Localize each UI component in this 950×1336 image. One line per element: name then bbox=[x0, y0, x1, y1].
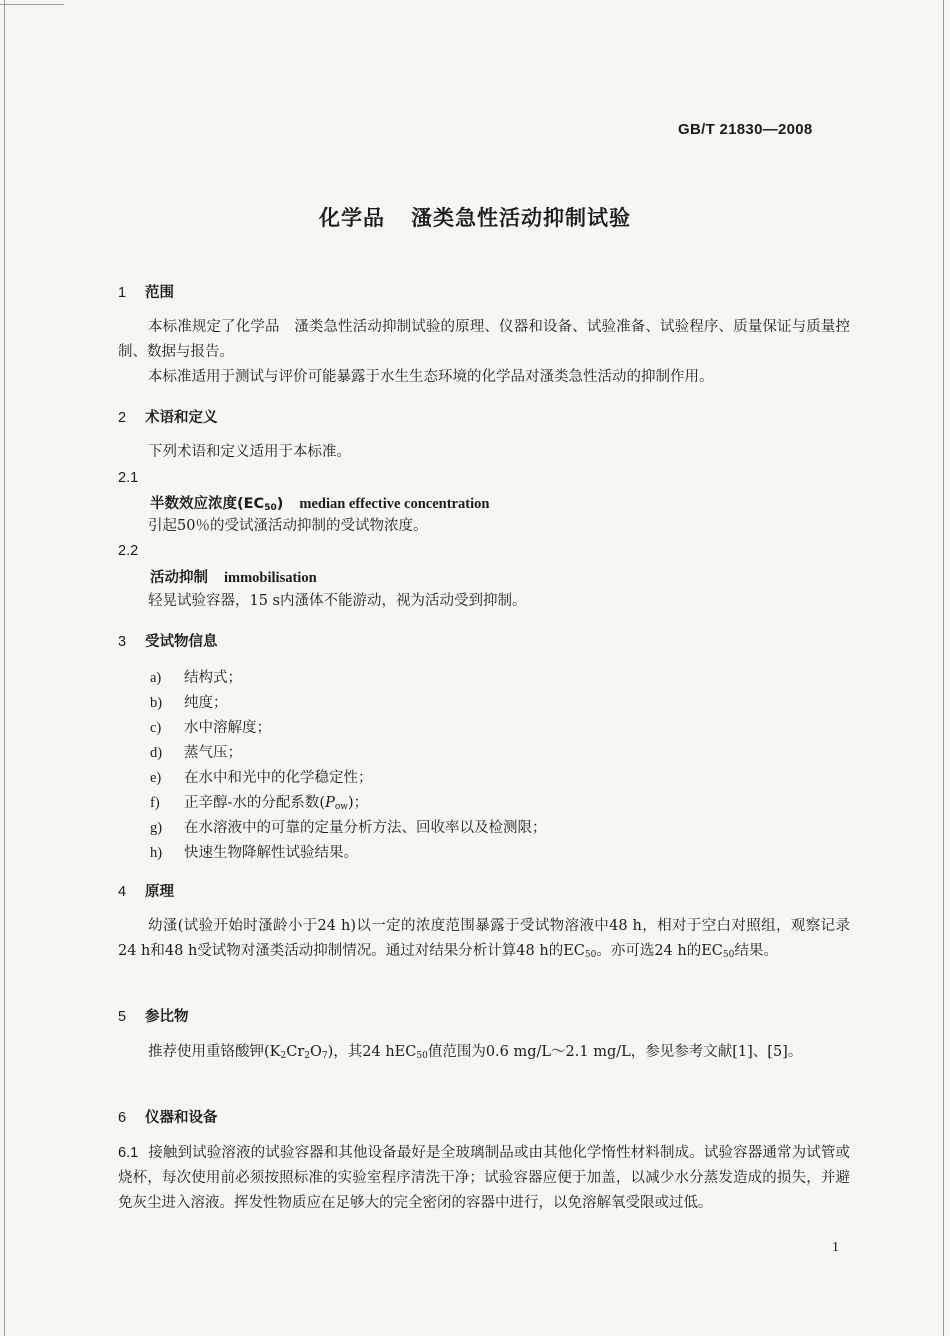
clause-6-1-text: 接触到试验溶液的试验容器和其他设备最好是全玻璃制品或由其他化学惰性材料制成。试验容器通常为试管或烧杯，每次使用前必须按照标准的实验室程序清洗干净；试验容器应便于加盖，以减少水分蒸发造成的损失，并避免灰尘进入溶液。挥发性物质应在足够大的完全密闭的容器中进行，以免溶解氧受限或过低。 bbox=[118, 1145, 850, 1211]
scan-border-top bbox=[0, 4, 64, 5]
term-2-2-definition: 轻晃试验容器，15 s内溞体不能游动，视为活动受到抑制。 bbox=[148, 593, 527, 609]
list-item: d) 蒸气压； bbox=[150, 745, 242, 761]
page-number: 1 bbox=[832, 1240, 839, 1255]
term-2-1-definition: 引起50％的受试溞活动抑制的受试物浓度。 bbox=[148, 518, 428, 534]
section-1-heading: 1 范围 bbox=[118, 285, 174, 301]
term-2-1 bbox=[150, 492, 489, 513]
clause-6-1 bbox=[118, 1141, 850, 1216]
title-part-1: 化学品 bbox=[319, 206, 385, 230]
section-3-heading: 3 受试物信息 bbox=[118, 634, 218, 650]
clause-6-1-number: 6.1 bbox=[118, 1145, 139, 1161]
section-1-paragraph-2: 本标准适用于测试与评价可能暴露于水生生态环境的化学品对溞类急性活动的抑制作用。 bbox=[148, 369, 714, 385]
scan-border-right bbox=[943, 0, 944, 1336]
title-part-2: 溞类急性活动抑制试验 bbox=[411, 206, 631, 230]
list-item: c) 水中溶解度； bbox=[150, 720, 271, 736]
term-2-2-number: 2.2 bbox=[118, 543, 139, 559]
scan-border-left bbox=[4, 0, 5, 1336]
section-6-heading: 6 仪器和设备 bbox=[118, 1110, 218, 1126]
section-4-paragraph: 幼溞(试验开始时溞龄小于24 h)以一定的浓度范围暴露于受试物溶液中48 h，相对于空白对照组，观察记录24 h和48 h受试物对溞类活动抑制情况。通过对结果分析计算48 h的$EC_{50}$。亦可选24 h的$EC_{50}$结果。 bbox=[118, 918, 850, 960]
term-2-2-zh: 活动抑制 bbox=[150, 570, 208, 586]
section-4-heading: 4 原理 bbox=[118, 884, 174, 900]
section-5-paragraph: 推荐使用重铬酸钾$(K_2Cr_2O_7)$，其24 hEC$_{50}$值范围为0.6 mg/L～2.1 mg/L，参见参考文献[1]、[5]。 bbox=[148, 1044, 803, 1061]
term-2-2 bbox=[150, 566, 317, 587]
term-2-1-en: median effective concentration bbox=[299, 496, 490, 512]
term-2-1-number: 2.1 bbox=[118, 470, 139, 486]
document-title bbox=[0, 202, 950, 232]
term-2-1-zh: 半数效应浓度$(EC_{50})$ bbox=[150, 496, 284, 513]
list-item: g) 在水溶液中的可靠的定量分析方法、回收率以及检测限； bbox=[150, 820, 547, 836]
section-1-paragraph-1: 本标准规定了化学品 溞类急性活动抑制试验的原理、仪器和设备、试验准备、试验程序、质量保证与质量控制、数据与报告。 bbox=[118, 319, 850, 360]
list-item: h) 快速生物降解性试验结果。 bbox=[150, 845, 358, 861]
section-5-heading: 5 参比物 bbox=[118, 1009, 189, 1025]
list-item: f) 正辛醇-水的分配系数$(P_{ow})$； bbox=[150, 795, 369, 812]
section-2-intro: 下列术语和定义适用于本标准。 bbox=[148, 444, 351, 460]
standard-code: GB/T 21830—2008 bbox=[678, 121, 813, 138]
section-2-heading: 2 术语和定义 bbox=[118, 410, 218, 426]
list-item: e) 在水中和光中的化学稳定性； bbox=[150, 770, 373, 786]
list-item: b) 纯度； bbox=[150, 695, 228, 711]
term-2-2-en: immobilisation bbox=[224, 570, 317, 586]
list-item: a) 结构式； bbox=[150, 670, 242, 686]
